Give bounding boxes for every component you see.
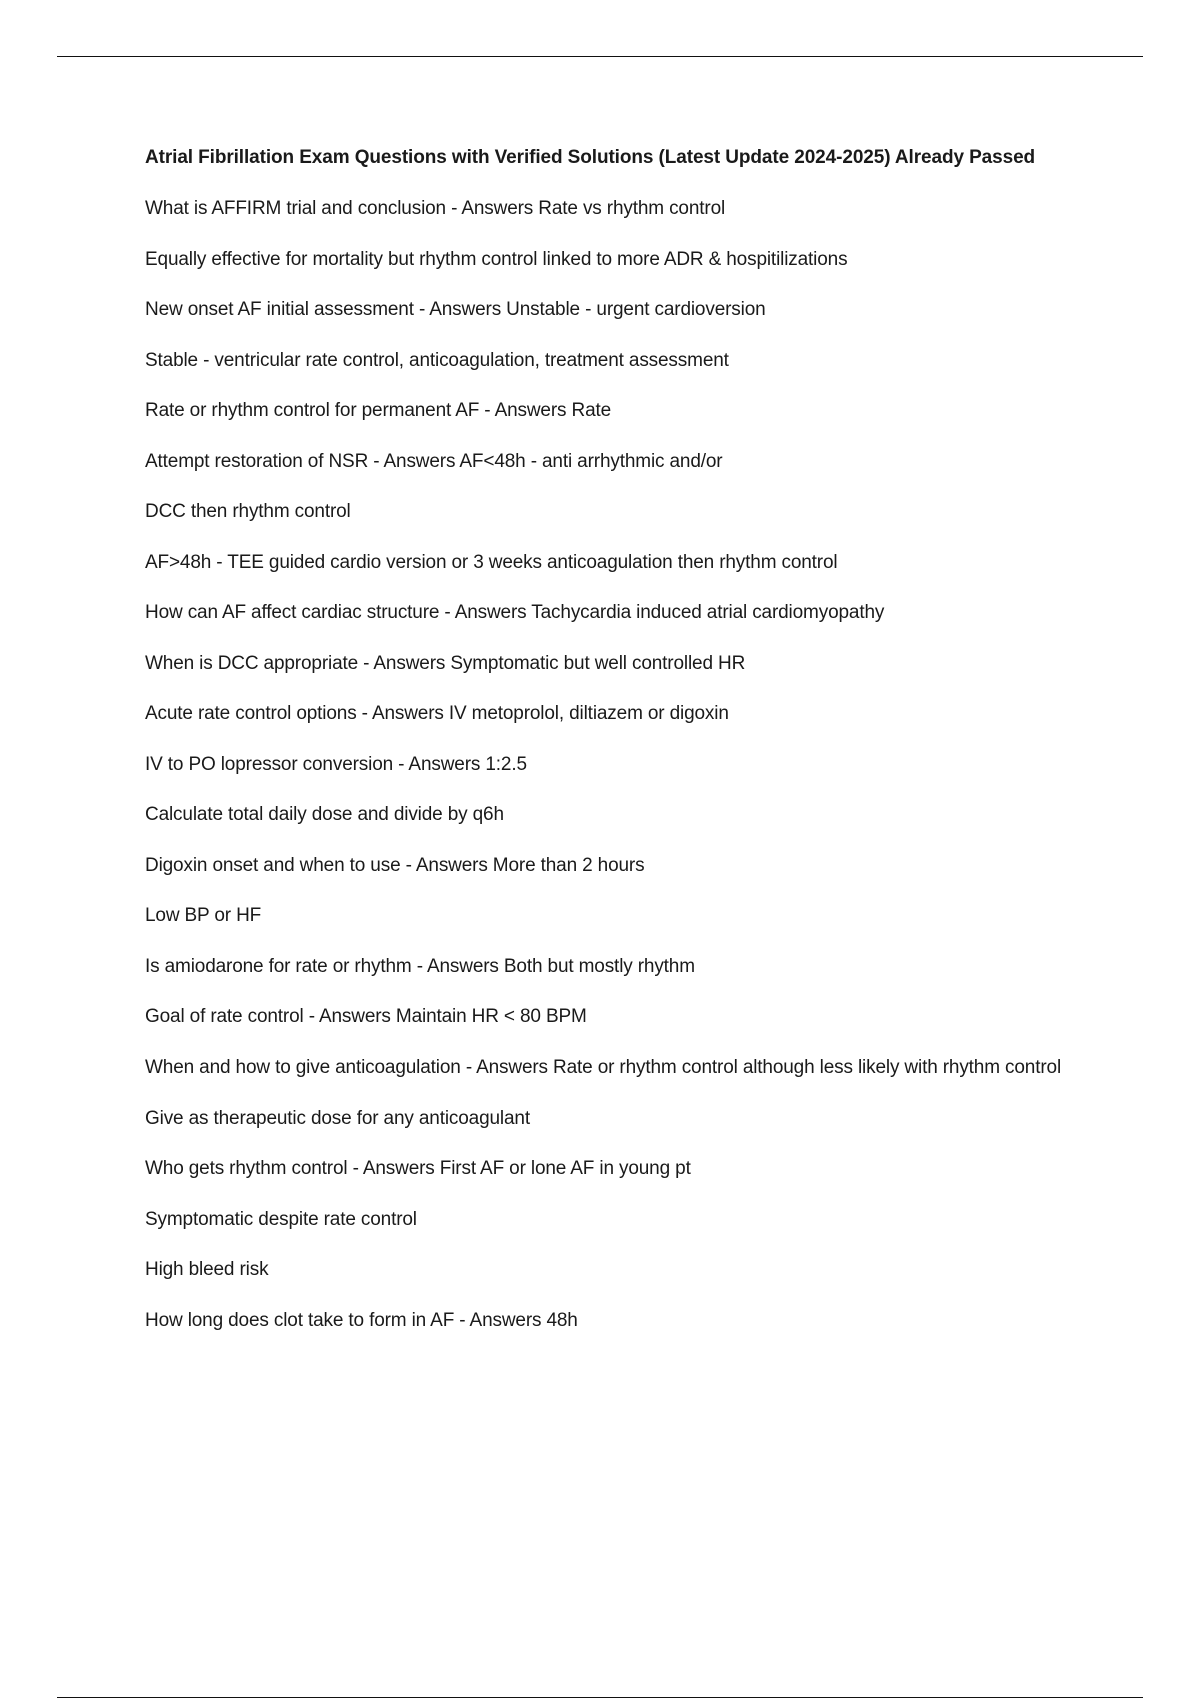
text-line: Is amiodarone for rate or rhythm - Answers Both but mostly rhythm	[145, 955, 695, 977]
text-line: DCC then rhythm control	[145, 501, 351, 522]
footer-rule	[57, 1697, 1143, 1698]
document-body	[145, 144, 1080, 1355]
text-line: Rate or rhythm control for permanent AF - Answers Rate	[145, 400, 612, 421]
text-line: Symptomatic despite rate control	[145, 1208, 417, 1230]
text-line: High bleed risk	[145, 1259, 269, 1280]
text-line: Low BP or HF	[145, 905, 262, 926]
text-line: Equally effective for mortality but rhythm control linked to more ADR & hospitilizations	[145, 248, 848, 270]
text-line: Calculate total daily dose and divide by q6h	[145, 804, 504, 825]
text-line: Stable - ventricular rate control, anticoagulation, treatment assessment	[145, 349, 729, 371]
text-line: IV to PO lopressor conversion - Answers 1:2.5	[145, 753, 527, 775]
text-line: What is AFFIRM trial and conclusion - Answers Rate vs rhythm control	[145, 198, 726, 219]
text-line: How long does clot take to form in AF - Answers 48h	[145, 1309, 578, 1331]
text-line: AF>48h - TEE guided cardio version or 3 weeks anticoagulation then rhythm control	[145, 551, 838, 573]
document-title: Atrial Fibrillation Exam Questions with Verified Solutions (Latest Update 2024-2025) Already Passed	[145, 147, 1036, 168]
text-line: When and how to give anticoagulation - Answers Rate or rhythm control although less likely with rhythm control	[145, 1056, 1062, 1078]
text-line: How can AF affect cardiac structure - Answers Tachycardia induced atrial cardiomyopathy	[145, 602, 885, 623]
text-line: Who gets rhythm control - Answers First AF or lone AF in young pt	[145, 1158, 691, 1179]
text-line: When is DCC appropriate - Answers Symptomatic but well controlled HR	[145, 652, 746, 674]
text-line: Attempt restoration of NSR - Answers AF<48h - anti arrhythmic and/or	[145, 450, 723, 472]
text-line: Give as therapeutic dose for any anticoagulant	[145, 1107, 530, 1129]
text-line: New onset AF initial assessment - Answers Unstable - urgent cardioversion	[145, 299, 766, 320]
header-rule	[57, 56, 1143, 57]
text-line: Digoxin onset and when to use - Answers More than 2 hours	[145, 854, 645, 876]
text-line: Acute rate control options - Answers IV metoprolol, diltiazem or digoxin	[145, 703, 729, 724]
text-line: Goal of rate control - Answers Maintain HR < 80 BPM	[145, 1006, 587, 1027]
